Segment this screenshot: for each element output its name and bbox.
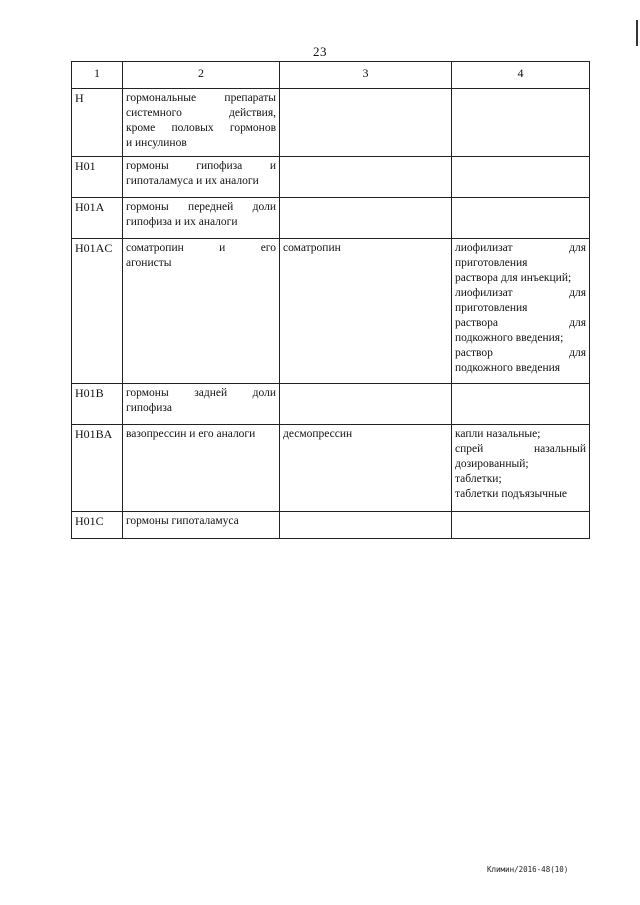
dosage-form-line: спрей назальный xyxy=(455,443,586,455)
atc-code-cell: H01 xyxy=(72,157,123,198)
table-row xyxy=(72,512,590,539)
group-name-cell xyxy=(123,512,280,539)
group-line: гипофиза и их аналоги xyxy=(126,216,238,228)
group-line: гормоны передней доли xyxy=(126,201,276,213)
dosage-form-cell xyxy=(452,384,590,425)
group-name-cell xyxy=(123,239,280,384)
dosage-form-cell xyxy=(452,239,590,384)
group-name-cell xyxy=(123,89,280,157)
table-row xyxy=(72,384,590,425)
dosage-form-line: приготовления xyxy=(455,302,528,314)
group-line: гормональные препараты xyxy=(126,92,276,104)
dosage-form-cell xyxy=(452,89,590,157)
dosage-form-line: таблетки; xyxy=(455,473,502,485)
group-line: соматропин и его xyxy=(126,242,276,254)
group-line: гипофиза xyxy=(126,402,173,414)
group-name-cell xyxy=(123,425,280,512)
table-row xyxy=(72,157,590,198)
group-line: гормоны задней доли xyxy=(126,387,276,399)
atc-code-cell: H xyxy=(72,89,123,157)
atc-code-cell: H01A xyxy=(72,198,123,239)
atc-code-cell: H01C xyxy=(72,512,123,539)
dosage-form-line: приготовления xyxy=(455,257,528,269)
table-row xyxy=(72,425,590,512)
dosage-form-cell xyxy=(452,425,590,512)
header-col-3: 3 xyxy=(280,62,452,89)
group-line: гормоны гипофиза и xyxy=(126,160,276,172)
dosage-form-line: раствор для xyxy=(455,347,586,359)
dosage-form-line: лиофилизат для xyxy=(455,287,586,299)
atc-code-cell: H01AC xyxy=(72,239,123,384)
atc-code-cell: H01B xyxy=(72,384,123,425)
group-name-cell xyxy=(123,198,280,239)
dosage-form-line: подкожного введения; xyxy=(455,332,564,344)
dosage-form-cell xyxy=(452,198,590,239)
group-name-cell xyxy=(123,157,280,198)
dosage-form-line: раствора для инъекций; xyxy=(455,272,572,284)
dosage-form-line: лиофилизат для xyxy=(455,242,586,254)
document-footer-code: Климин/2016-48(10) xyxy=(487,865,569,874)
header-col-4: 4 xyxy=(452,62,590,89)
dosage-form-line: таблетки подъязычные xyxy=(455,488,568,500)
header-col-2: 2 xyxy=(123,62,280,89)
dosage-form-line: раствора для xyxy=(455,317,586,329)
drug-classification-table xyxy=(71,61,590,539)
drug-name-cell: десмопрессин xyxy=(280,425,452,512)
group-line: гипоталамуса и их аналоги xyxy=(126,175,259,187)
group-line: гормоны гипоталамуса xyxy=(126,515,239,527)
dosage-form-cell xyxy=(452,512,590,539)
header-col-1: 1 xyxy=(72,62,123,89)
page-number: 23 xyxy=(313,44,327,59)
drug-name-cell xyxy=(280,157,452,198)
drug-name-cell xyxy=(280,384,452,425)
page-edge-mark xyxy=(636,20,638,46)
table-row xyxy=(72,198,590,239)
group-line: системного действия, xyxy=(126,107,276,119)
dosage-form-line: подкожного введения xyxy=(455,362,561,374)
dosage-form-line: капли назальные; xyxy=(455,428,541,440)
drug-name-cell xyxy=(280,89,452,157)
group-line: агонисты xyxy=(126,257,172,269)
group-name-cell xyxy=(123,384,280,425)
atc-code-cell: H01BA xyxy=(72,425,123,512)
table-header-row xyxy=(72,62,590,89)
drug-name-cell: соматропин xyxy=(280,239,452,384)
table-row xyxy=(72,239,590,384)
drug-name-cell xyxy=(280,198,452,239)
table-row xyxy=(72,89,590,157)
group-line: и инсулинов xyxy=(126,137,187,149)
group-line: вазопрессин и его аналоги xyxy=(126,428,256,440)
group-line: кроме половых гормонов xyxy=(126,122,276,134)
dosage-form-line: дозированный; xyxy=(455,458,529,470)
dosage-form-cell xyxy=(452,157,590,198)
drug-name-cell xyxy=(280,512,452,539)
